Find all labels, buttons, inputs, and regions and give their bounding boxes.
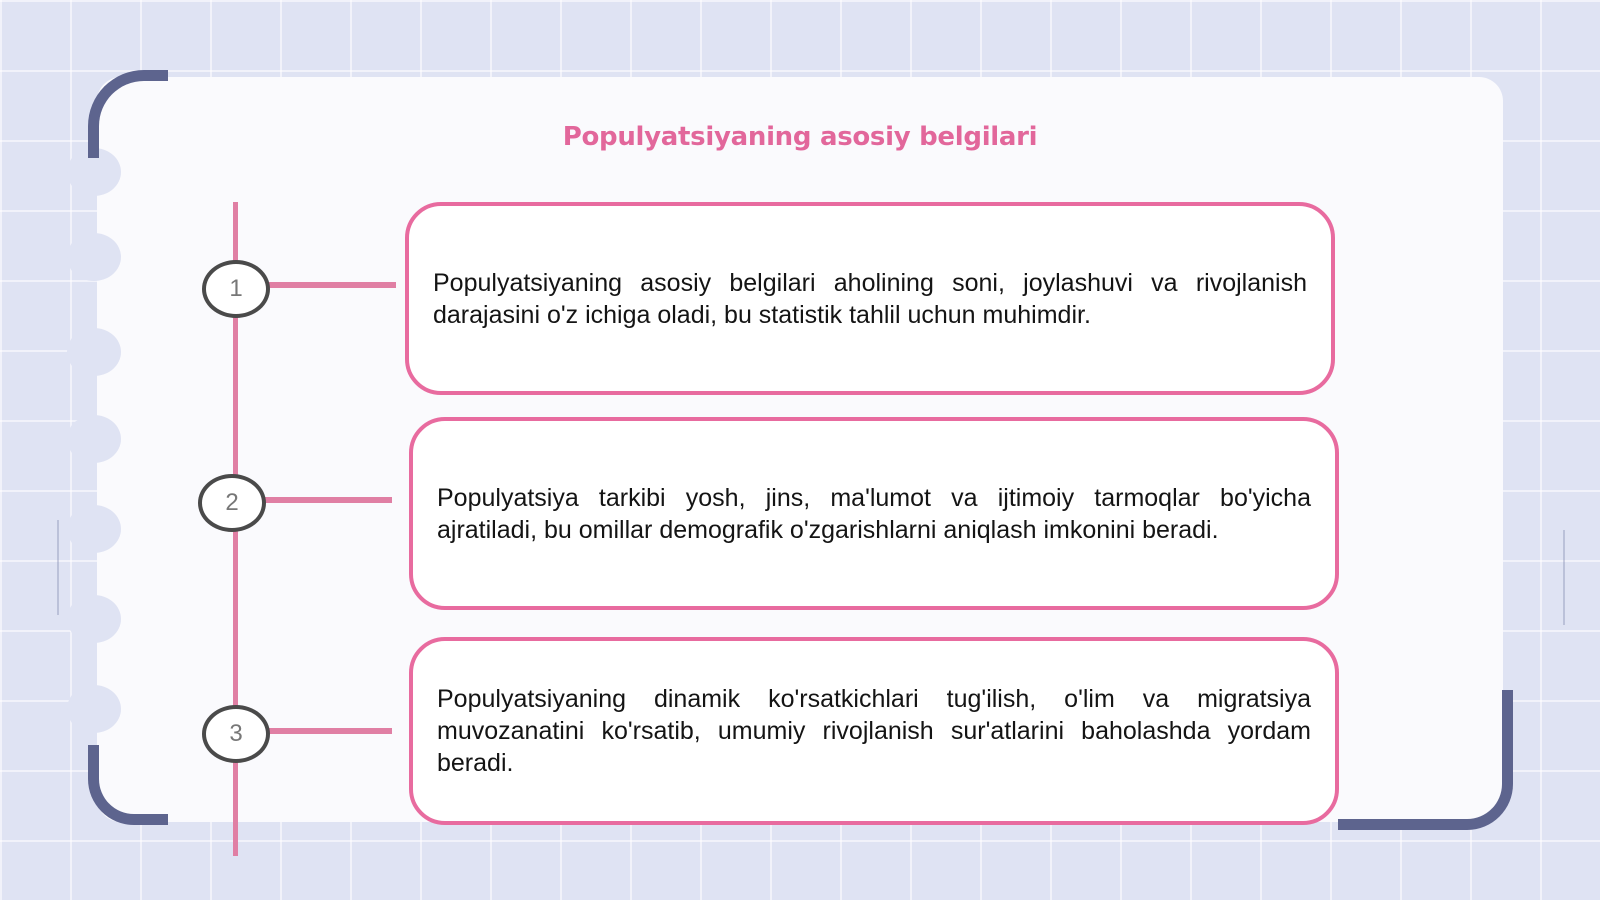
corner-bracket-bottom-right xyxy=(1338,690,1513,830)
bg-tick-left xyxy=(57,520,59,615)
step-number-badge-3: 3 xyxy=(202,705,270,763)
step-text-3: Populyatsiyaning dinamik ko'rsatkichlari tug'ilish, o'lim va migratsiya muvozanatini ko'rsatib, umumiy rivojlanish sur'atlarini baholashda yordam beradi. xyxy=(437,685,1311,777)
slide-title: Populyatsiyaning asosiy belgilari xyxy=(562,122,1038,152)
bg-tick-right xyxy=(1563,530,1565,625)
connector-line-2 xyxy=(262,497,392,503)
paper-hole xyxy=(67,328,121,376)
corner-bracket-bottom-left xyxy=(88,745,168,825)
step-card-1 xyxy=(405,202,1335,395)
paper-hole xyxy=(67,415,121,463)
step-number-badge-1: 1 xyxy=(202,260,270,318)
step-text-1: Populyatsiyaning asosiy belgilari aholining soni, joylashuvi va rivojlanish darajasini o'z ichiga oladi, bu statistik tahlil uchun muhimdir. xyxy=(433,268,1307,329)
step-card-2 xyxy=(409,417,1339,610)
paper-hole xyxy=(67,595,121,643)
connector-line-1 xyxy=(266,282,396,288)
paper-hole xyxy=(67,505,121,553)
step-number-badge-2: 2 xyxy=(198,474,266,532)
paper-hole xyxy=(67,233,121,281)
step-card-3 xyxy=(409,637,1339,825)
connector-line-3 xyxy=(266,728,392,734)
paper-hole xyxy=(67,685,121,733)
step-text-2: Populyatsiya tarkibi yosh, jins, ma'lumot va ijtimoiy tarmoqlar bo'yicha ajratiladi, bu omillar demografik o'zgarishlarni aniqlash imkonini beradi. xyxy=(437,483,1311,544)
